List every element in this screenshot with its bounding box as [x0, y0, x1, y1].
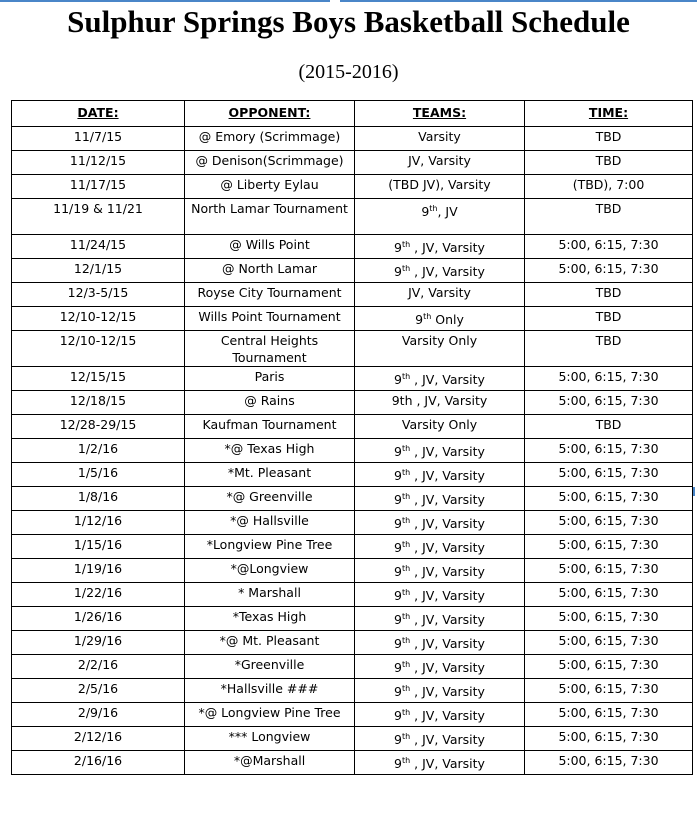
- cell-date: 12/15/15: [12, 367, 185, 391]
- teams-grade-suffix: th: [401, 684, 411, 693]
- cell-opponent: Kaufman Tournament: [185, 415, 355, 439]
- cell-opponent: *Hallsville ###: [185, 679, 355, 703]
- cell-teams: [355, 487, 525, 511]
- cell-teams: 9th , JV, Varsity: [355, 391, 525, 415]
- table-row: [12, 331, 693, 367]
- teams-grade-suffix: th: [401, 636, 411, 645]
- cell-teams: Varsity Only: [355, 331, 525, 367]
- cell-date: 1/5/16: [12, 463, 185, 487]
- cell-time: 5:00, 6:15, 7:30: [525, 631, 693, 655]
- cell-opponent: *@ Longview Pine Tree: [185, 703, 355, 727]
- schedule-body: [12, 127, 693, 775]
- cell-teams: JV, Varsity: [355, 151, 525, 175]
- cell-date: 2/2/16: [12, 655, 185, 679]
- cell-opponent: *Mt. Pleasant: [185, 463, 355, 487]
- header-time: TIME:: [525, 101, 693, 127]
- teams-rest: , JV, Varsity: [410, 612, 485, 628]
- teams-grade-suffix: th: [401, 468, 411, 477]
- cell-opponent: @ Denison(Scrimmage): [185, 151, 355, 175]
- cell-date: 1/2/16: [12, 439, 185, 463]
- cell-date: 2/9/16: [12, 703, 185, 727]
- teams-rest: , JV, Varsity: [410, 444, 485, 460]
- cell-teams: [355, 655, 525, 679]
- teams-grade-suffix: th: [429, 204, 438, 213]
- cell-teams: [355, 703, 525, 727]
- teams-grade: 9: [394, 612, 402, 628]
- teams-grade-suffix: th: [401, 492, 411, 501]
- table-row: [12, 439, 693, 463]
- cell-time: 5:00, 6:15, 7:30: [525, 583, 693, 607]
- cell-time: 5:00, 6:15, 7:30: [525, 559, 693, 583]
- cell-time: (TBD), 7:00: [525, 175, 693, 199]
- teams-rest: , JV, Varsity: [410, 636, 485, 652]
- cell-date: 2/12/16: [12, 727, 185, 751]
- cell-date: 1/12/16: [12, 511, 185, 535]
- header-date: DATE:: [12, 101, 185, 127]
- cell-opponent: *@Longview: [185, 559, 355, 583]
- teams-grade-suffix: th: [401, 564, 411, 573]
- teams-grade-suffix: th: [401, 372, 411, 381]
- table-row: [12, 727, 693, 751]
- table-row: [12, 511, 693, 535]
- teams-rest: , JV, Varsity: [410, 564, 485, 580]
- cell-opponent: *@ Hallsville: [185, 511, 355, 535]
- cell-teams: [355, 307, 525, 331]
- teams-rest: , JV, Varsity: [410, 660, 485, 676]
- cell-teams: [355, 727, 525, 751]
- cell-teams: [355, 367, 525, 391]
- cell-time: 5:00, 6:15, 7:30: [525, 679, 693, 703]
- cell-opponent: *Greenville: [185, 655, 355, 679]
- teams-grade: 9: [415, 312, 424, 328]
- cell-opponent: @ Rains: [185, 391, 355, 415]
- cell-teams: JV, Varsity: [355, 283, 525, 307]
- season-subtitle: (2015-2016): [298, 61, 399, 83]
- cell-date: 11/7/15: [12, 127, 185, 151]
- table-row: [12, 127, 693, 151]
- cell-teams: [355, 559, 525, 583]
- cell-opponent: @ Wills Point: [185, 235, 355, 259]
- teams-grade-suffix: th: [401, 240, 411, 249]
- cell-teams: [355, 535, 525, 559]
- teams-grade-suffix: th: [401, 732, 411, 741]
- cell-teams: [355, 631, 525, 655]
- cell-date: 12/28-29/15: [12, 415, 185, 439]
- cell-time: 5:00, 6:15, 7:30: [525, 511, 693, 535]
- cell-teams: [355, 583, 525, 607]
- teams-rest: , JV, Varsity: [410, 468, 485, 484]
- teams-rest: , JV: [437, 204, 458, 220]
- cell-teams: [355, 463, 525, 487]
- cell-date: 11/17/15: [12, 175, 185, 199]
- cell-opponent: North Lamar Tournament: [185, 199, 355, 235]
- table-row: [12, 631, 693, 655]
- teams-grade: 9: [421, 204, 430, 220]
- cell-opponent: *@Marshall: [185, 751, 355, 775]
- table-row: [12, 415, 693, 439]
- cell-teams: (TBD JV), Varsity: [355, 175, 525, 199]
- teams-grade-suffix: th: [401, 516, 411, 525]
- table-row: [12, 751, 693, 775]
- cell-opponent: *** Longview: [185, 727, 355, 751]
- table-row: [12, 463, 693, 487]
- table-row: [12, 703, 693, 727]
- cell-teams: [355, 679, 525, 703]
- top-border: [0, 0, 697, 3]
- cell-teams: [355, 259, 525, 283]
- teams-rest: Only: [431, 312, 464, 328]
- cell-time: TBD: [525, 307, 693, 331]
- cell-date: 1/22/16: [12, 583, 185, 607]
- cell-date: 11/19 & 11/21: [12, 199, 185, 235]
- teams-grade: 9: [394, 708, 402, 724]
- teams-grade: 9: [394, 372, 402, 388]
- cell-time: TBD: [525, 151, 693, 175]
- page-title: Sulphur Springs Boys Basketball Schedule: [67, 4, 630, 39]
- teams-grade-suffix: th: [401, 612, 411, 621]
- teams-rest: , JV, Varsity: [410, 756, 485, 772]
- cell-opponent: Royse City Tournament: [185, 283, 355, 307]
- cell-opponent: * Marshall: [185, 583, 355, 607]
- teams-grade: 9: [394, 588, 402, 604]
- teams-grade: 9: [394, 468, 402, 484]
- table-row: [12, 583, 693, 607]
- cell-time: 5:00, 6:15, 7:30: [525, 751, 693, 775]
- cell-date: 12/10-12/15: [12, 331, 185, 367]
- teams-grade: 9: [394, 240, 402, 256]
- cell-time: 5:00, 6:15, 7:30: [525, 367, 693, 391]
- cell-teams: Varsity: [355, 127, 525, 151]
- cell-time: 5:00, 6:15, 7:30: [525, 463, 693, 487]
- cell-date: 1/26/16: [12, 607, 185, 631]
- teams-rest: , JV, Varsity: [410, 492, 485, 508]
- teams-grade-suffix: th: [401, 756, 411, 765]
- teams-rest: , JV, Varsity: [410, 516, 485, 532]
- cell-time: 5:00, 6:15, 7:30: [525, 487, 693, 511]
- teams-rest: , JV, Varsity: [410, 684, 485, 700]
- table-row: [12, 679, 693, 703]
- teams-grade: 9: [394, 492, 402, 508]
- cell-time: 5:00, 6:15, 7:30: [525, 727, 693, 751]
- teams-rest: , JV, Varsity: [410, 240, 485, 256]
- teams-grade: 9: [394, 516, 402, 532]
- cell-time: TBD: [525, 283, 693, 307]
- table-row: [12, 283, 693, 307]
- teams-grade-suffix: th: [401, 264, 411, 273]
- cell-time: 5:00, 6:15, 7:30: [525, 259, 693, 283]
- table-row: [12, 535, 693, 559]
- table-row: [12, 559, 693, 583]
- cell-opponent: *@ Greenville: [185, 487, 355, 511]
- top-border-right: [340, 0, 697, 2]
- teams-grade: 9: [394, 756, 402, 772]
- cell-date: 12/18/15: [12, 391, 185, 415]
- teams-rest: , JV, Varsity: [410, 732, 485, 748]
- header-opponent: OPPONENT:: [185, 101, 355, 127]
- teams-grade-suffix: th: [401, 660, 411, 669]
- cell-opponent: @ Liberty Eylau: [185, 175, 355, 199]
- teams-grade-suffix: th: [401, 540, 411, 549]
- cell-teams: Varsity Only: [355, 415, 525, 439]
- cell-time: TBD: [525, 415, 693, 439]
- cell-time: 5:00, 6:15, 7:30: [525, 535, 693, 559]
- cell-opponent: Wills Point Tournament: [185, 307, 355, 331]
- cell-time: TBD: [525, 127, 693, 151]
- cell-time: 5:00, 6:15, 7:30: [525, 235, 693, 259]
- table-row: [12, 175, 693, 199]
- top-border-left: [0, 0, 330, 2]
- cell-date: 1/15/16: [12, 535, 185, 559]
- teams-grade-suffix: th: [401, 444, 411, 453]
- edge-mark: [693, 487, 695, 496]
- teams-grade: 9: [394, 564, 402, 580]
- cell-date: 12/10-12/15: [12, 307, 185, 331]
- teams-grade: 9: [394, 540, 402, 556]
- header-teams: TEAMS:: [355, 101, 525, 127]
- cell-date: 12/3-5/15: [12, 283, 185, 307]
- cell-opponent: @ Emory (Scrimmage): [185, 127, 355, 151]
- teams-grade: 9: [394, 444, 402, 460]
- cell-date: 1/19/16: [12, 559, 185, 583]
- cell-opponent: *Texas High: [185, 607, 355, 631]
- teams-grade: 9: [394, 660, 402, 676]
- teams-grade-suffix: th: [423, 312, 432, 321]
- cell-date: 1/29/16: [12, 631, 185, 655]
- table-row: [12, 235, 693, 259]
- cell-teams: [355, 511, 525, 535]
- teams-rest: , JV, Varsity: [410, 372, 485, 388]
- cell-teams: [355, 199, 525, 235]
- table-row: [12, 607, 693, 631]
- cell-opponent: Central Heights Tournament: [185, 331, 355, 367]
- table-row: [12, 199, 693, 235]
- cell-teams: [355, 751, 525, 775]
- cell-opponent: @ North Lamar: [185, 259, 355, 283]
- cell-date: 11/12/15: [12, 151, 185, 175]
- cell-time: 5:00, 6:15, 7:30: [525, 703, 693, 727]
- table-row: [12, 151, 693, 175]
- teams-grade: 9: [394, 684, 402, 700]
- teams-rest: , JV, Varsity: [410, 708, 485, 724]
- cell-time: TBD: [525, 331, 693, 367]
- cell-teams: [355, 607, 525, 631]
- teams-grade-suffix: th: [401, 708, 411, 717]
- cell-date: 11/24/15: [12, 235, 185, 259]
- cell-opponent: *@ Mt. Pleasant: [185, 631, 355, 655]
- cell-time: 5:00, 6:15, 7:30: [525, 391, 693, 415]
- cell-date: 2/5/16: [12, 679, 185, 703]
- cell-date: 1/8/16: [12, 487, 185, 511]
- cell-opponent: *Longview Pine Tree: [185, 535, 355, 559]
- header-row: [12, 101, 693, 127]
- cell-time: TBD: [525, 199, 693, 235]
- cell-teams: [355, 439, 525, 463]
- schedule-table: [11, 100, 693, 775]
- teams-rest: , JV, Varsity: [410, 540, 485, 556]
- teams-grade: 9: [394, 264, 402, 280]
- cell-date: 12/1/15: [12, 259, 185, 283]
- table-row: [12, 655, 693, 679]
- cell-opponent: Paris: [185, 367, 355, 391]
- cell-time: 5:00, 6:15, 7:30: [525, 607, 693, 631]
- cell-teams: [355, 235, 525, 259]
- table-row: [12, 307, 693, 331]
- teams-grade: 9: [394, 732, 402, 748]
- table-row: [12, 367, 693, 391]
- teams-grade-suffix: th: [401, 588, 411, 597]
- table-row: [12, 487, 693, 511]
- teams-grade: 9: [394, 636, 402, 652]
- cell-time: 5:00, 6:15, 7:30: [525, 439, 693, 463]
- cell-opponent: *@ Texas High: [185, 439, 355, 463]
- teams-rest: , JV, Varsity: [410, 588, 485, 604]
- table-row: [12, 391, 693, 415]
- table-row: [12, 259, 693, 283]
- cell-date: 2/16/16: [12, 751, 185, 775]
- teams-rest: , JV, Varsity: [410, 264, 485, 280]
- cell-time: 5:00, 6:15, 7:30: [525, 655, 693, 679]
